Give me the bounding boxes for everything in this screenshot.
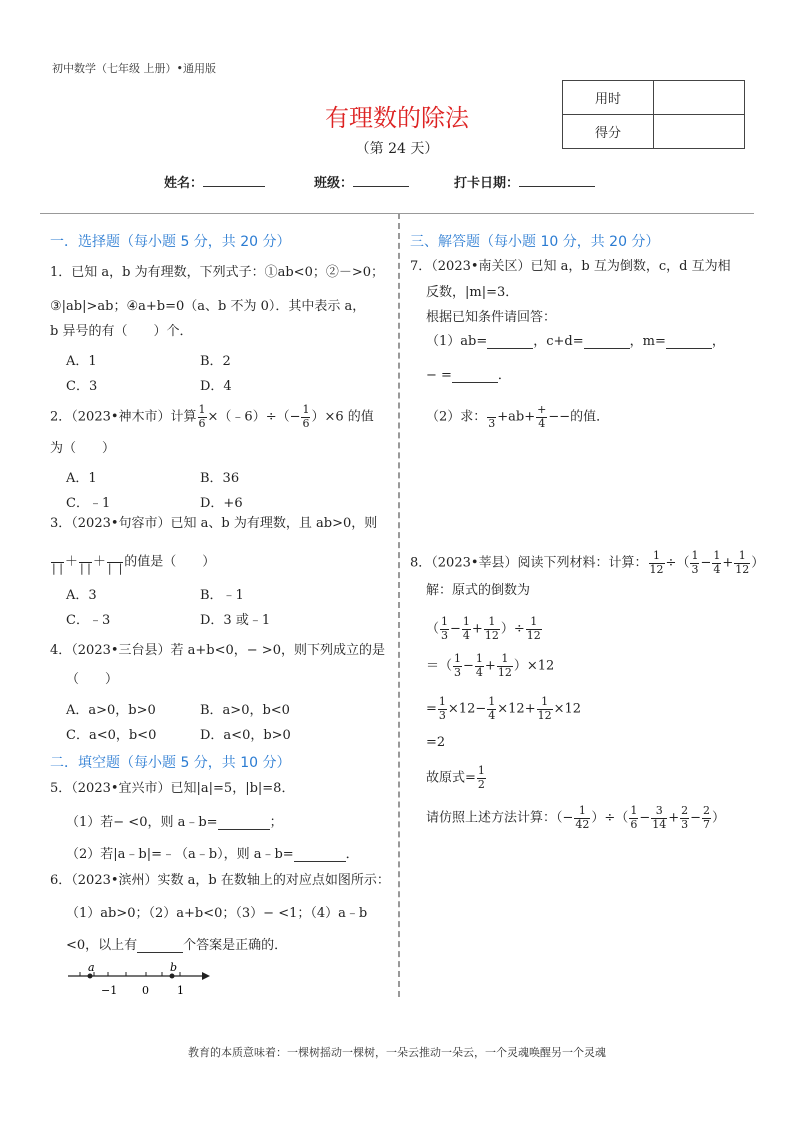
section-solve-title: 三、解答题（每小题 10 分，共 20 分） <box>410 234 660 250</box>
q4-line2: （ ） <box>66 672 119 687</box>
q3-option-d[interactable]: D．3 或﹣1 <box>200 613 271 628</box>
score-cell[interactable] <box>654 115 745 149</box>
q1-option-d[interactable]: D．4 <box>200 379 232 394</box>
q1-option-b[interactable]: B．2 <box>200 354 231 369</box>
time-score-table <box>562 80 745 149</box>
q4-option-b[interactable]: B．a>0，b<0 <box>200 703 290 718</box>
q5-line2: （1）若− <0，则 a﹣b= ； <box>66 815 283 830</box>
label-1: 1 <box>177 984 184 997</box>
q3-line1: 3．（2023•句容市）已知 a、b 为有理数，且 ab>0，则 <box>50 516 378 531</box>
q2-pre: 2．（2023•神木市）计算 <box>50 409 197 425</box>
q1-option-c[interactable]: C．3 <box>66 379 98 394</box>
q7-answer-ratio[interactable] <box>452 369 498 383</box>
q6-line1: 6．（2023•滨州）实数 a，b 在数轴上的对应点如图所示： <box>50 873 390 888</box>
q7-line4: （1）ab= ，c+d= ，m= ， <box>426 334 725 349</box>
label-minus1: −1 <box>101 984 118 997</box>
label-a: a <box>88 961 95 974</box>
score-label: 得分 <box>563 115 654 149</box>
section-fill-title: 二．填空题（每小题 5 分，共 10 分） <box>50 755 291 771</box>
class-blank[interactable] <box>353 174 409 187</box>
q7-answer-m[interactable] <box>666 335 712 349</box>
page-subtitle: （第 24 天） <box>355 141 439 157</box>
q8-step3: = $\frac{1}{3}$ ×12− $\frac{1}{4}$ ×12+ $\frac{1}{12}$ ×12 <box>426 695 582 722</box>
q3-option-a[interactable]: A．3 <box>66 588 97 603</box>
q2-line1 <box>50 404 374 430</box>
q8-step4: =2 <box>426 735 446 750</box>
q3-fraction-3: | | <box>107 549 123 575</box>
q8-step2: ＝（ $\frac{1}{3}$ − $\frac{1}{4}$ + $\frac{1}{12}$ ）×12 <box>426 652 555 679</box>
q2-line2: 为（ ） <box>50 441 116 456</box>
number-line-arrow <box>202 972 210 980</box>
date-label: 打卡日期： <box>454 176 520 191</box>
q8-result: 故原式= $\frac{1}{2}$ <box>426 764 485 791</box>
q3-fraction-1: | | <box>51 549 64 575</box>
q6-line2: （1）ab>0；（2）a+b<0；（3）− <1；（4）a﹣b <box>66 906 368 921</box>
q3-line2: | | ＋ | | ＋ | | 的值是（ ） <box>50 549 215 575</box>
q7-line2: 反数，|m|=3． <box>426 285 519 300</box>
q4-option-a[interactable]: A．a>0，b>0 <box>66 703 156 718</box>
name-field <box>164 172 265 191</box>
q5-line1: 5．（2023•宜兴市）已知|a|=5，|b|=8． <box>50 781 295 796</box>
q2-fraction-2: $\frac{1}{6}$ <box>302 403 310 430</box>
q8-step1: （ $\frac{1}{3}$ − $\frac{1}{4}$ + $\frac{1}{12}$ ）÷ $\frac{1}{12}$ <box>426 615 541 642</box>
q4-option-d[interactable]: D．a<0，b>0 <box>200 728 291 743</box>
label-0: 0 <box>142 984 149 997</box>
q5-answer-1[interactable] <box>218 816 270 830</box>
section-choice-title: 一．选择题（每小题 5 分，共 20 分） <box>50 234 291 250</box>
q3-option-b[interactable]: B．﹣1 <box>200 588 244 603</box>
q8-task: 请仿照上述方法计算：（− $\frac{1}{42}$ ）÷（ $\frac{1}{6}$ − $\frac{3}{14}$ + $\frac{2}{3}$ − $\frac{2}{7}$ ） <box>426 804 726 831</box>
header-tag: 初中数学（七年级 上册）•通用版 <box>52 62 216 75</box>
name-blank[interactable] <box>203 174 265 187</box>
q7-answer-cd[interactable] <box>584 335 630 349</box>
class-label: 班级： <box>314 176 354 191</box>
q6-answer[interactable] <box>137 939 183 953</box>
q1-line3: b 异号的有（ ）个． <box>50 324 193 339</box>
q1-line1: 1．已知 a，b 为有理数，下列式子：①ab<0；②－>0； <box>50 265 385 280</box>
q1-option-a[interactable]: A．1 <box>66 354 97 369</box>
q2-post: ）×6 的值 <box>311 409 374 425</box>
column-divider <box>398 213 400 997</box>
q1-line2: ③|ab|>ab；④a+b=0（a、b 不为 0）．其中表示 a， <box>50 299 366 314</box>
point-b <box>170 974 175 979</box>
q7-answer-ab[interactable] <box>487 335 533 349</box>
q7-line3: 根据已知条件请回答： <box>426 310 557 325</box>
q2-mid: ×（﹣6）÷（− <box>207 409 301 425</box>
name-label: 姓名： <box>164 176 204 191</box>
class-field <box>314 172 409 191</box>
q5-answer-2[interactable] <box>294 848 346 862</box>
date-field <box>454 172 595 191</box>
point-a <box>88 974 93 979</box>
q4-option-c[interactable]: C．a<0，b<0 <box>66 728 157 743</box>
time-cell[interactable] <box>654 81 745 115</box>
time-label: 用时 <box>563 81 654 115</box>
q6-line3: <0，以上有 个答案是正确的． <box>66 938 288 953</box>
q2-option-b[interactable]: B．36 <box>200 471 240 486</box>
q7-line1: 7．（2023•南关区）已知 a，b 互为倒数，c，d 互为相 <box>410 259 731 274</box>
q7-fraction-1: 3 <box>487 404 496 430</box>
q7-fraction-2: $\frac{+}{4}$ <box>537 403 547 430</box>
q2-fraction-1: $\frac{1}{6}$ <box>198 403 206 430</box>
q8-line1: 8．（2023•莘县）阅读下列材料：计算： $\frac{1}{12}$ ÷（ $\frac{1}{3}$ − $\frac{1}{4}$ + $\frac{1}{12}$ ） <box>410 549 765 576</box>
q7-line5: − = ． <box>426 368 511 383</box>
date-blank[interactable] <box>519 174 595 187</box>
q2-option-a[interactable]: A．1 <box>66 471 97 486</box>
header-divider <box>40 213 754 214</box>
number-line <box>60 960 220 1000</box>
q2-option-d[interactable]: D．+6 <box>200 496 243 511</box>
label-b: b <box>170 961 178 974</box>
footer-quote: 教育的本质意味着：一棵树摇动一棵树，一朵云推动一朵云，一个灵魂唤醒另一个灵魂 <box>188 1046 606 1059</box>
page-title: 有理数的除法 <box>325 104 469 132</box>
q2-option-c[interactable]: C．﹣1 <box>66 496 111 511</box>
q5-line3: （2）若|a﹣b|=﹣（a﹣b），则 a﹣b= ． <box>66 847 359 862</box>
q3-option-c[interactable]: C．﹣3 <box>66 613 111 628</box>
q7-line6: （2）求： 3 +ab+ $\frac{+}{4}$ −−的值． <box>426 403 610 430</box>
q4-line1: 4．（2023•三台县）若 a+b<0，− >0，则下列成立的是 <box>50 643 385 658</box>
q8-solution-intro: 解：原式的倒数为 <box>426 583 531 598</box>
q3-fraction-2: | | <box>79 549 92 575</box>
